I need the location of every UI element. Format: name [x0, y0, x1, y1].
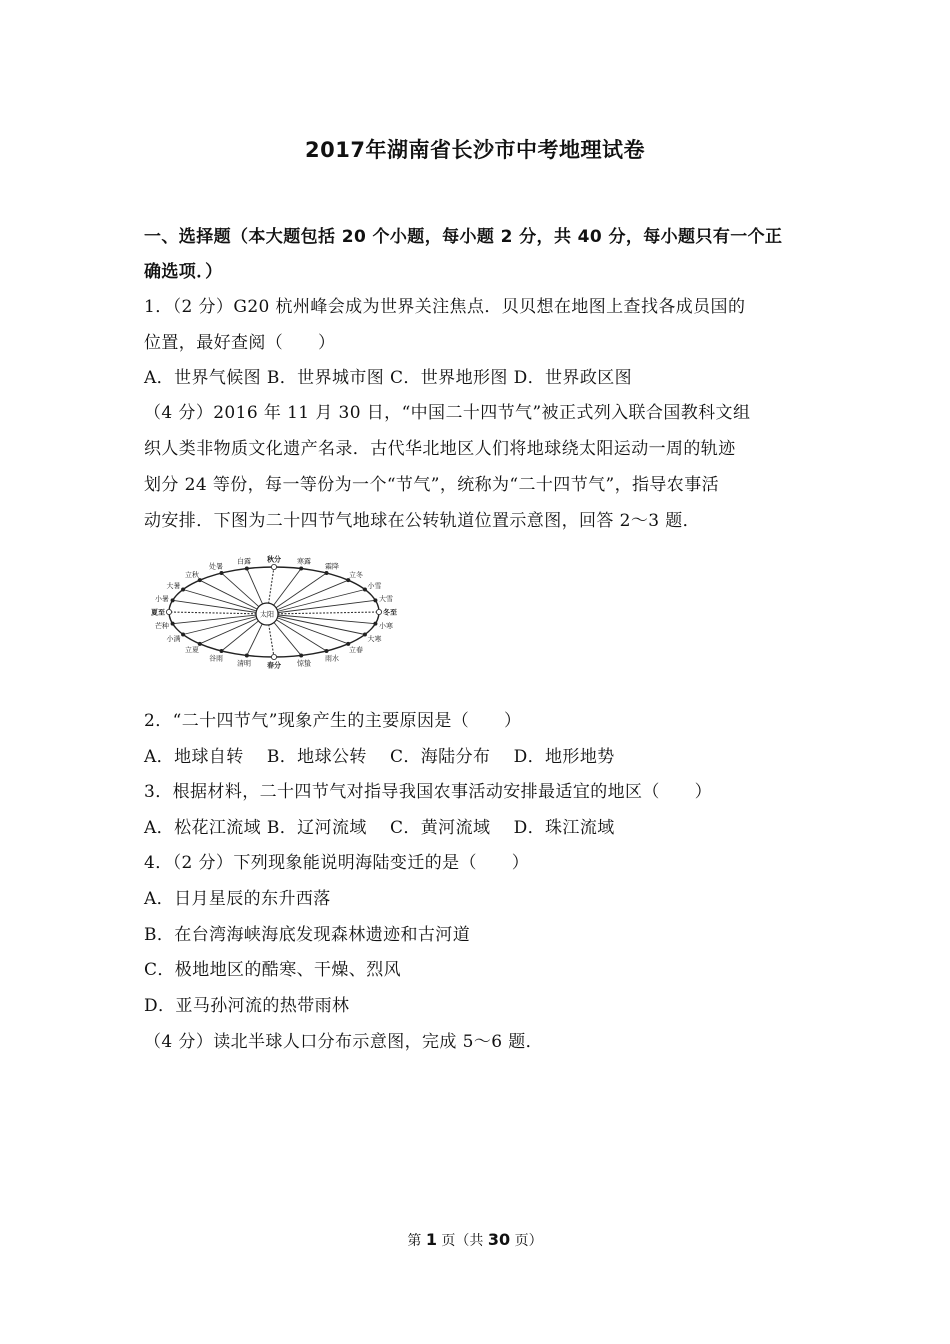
earth-position-marker	[220, 649, 223, 652]
solar-term-label: 惊蛰	[297, 659, 312, 668]
earth-position-marker	[363, 588, 366, 591]
solar-term-label: 谷雨	[209, 654, 223, 663]
earth-position-marker	[198, 579, 201, 582]
earth-position-marker	[300, 567, 303, 570]
footer-middle: 页（共	[436, 1233, 488, 1249]
page-title: 2017年湖南省长沙市中考地理试卷	[305, 138, 645, 162]
orbit-spoke	[173, 614, 267, 624]
solar-term-label: 小暑	[154, 594, 169, 603]
earth-position-marker	[198, 642, 201, 645]
earth-position-marker	[245, 567, 248, 570]
solar-term-label: 芒种	[154, 622, 169, 631]
solar-term-label: 春分	[267, 661, 281, 670]
earth-position-marker	[166, 609, 171, 614]
question-4-option-a: A．日月星辰的东升西落	[144, 889, 331, 909]
solar-term-label: 小满	[166, 635, 181, 643]
solar-terms-orbit-diagram	[144, 548, 406, 680]
footer-prefix: 第	[407, 1233, 426, 1249]
solar-term-label: 白露	[236, 557, 251, 566]
solar-term-label: 大雪	[379, 594, 394, 603]
earth-position-marker	[325, 571, 328, 574]
earth-position-marker	[271, 654, 276, 659]
earth-position-marker	[376, 609, 381, 614]
section-heading-line2: 确选项．）	[144, 262, 223, 282]
earth-position-marker	[181, 588, 184, 591]
sun-label: 太阳	[260, 610, 274, 619]
earth-position-marker	[374, 622, 377, 625]
page-footer	[0, 1230, 950, 1250]
orbit-spoke	[267, 614, 375, 624]
material-1-line2: 织人类非物质文化遗产名录．古代华北地区人们将地球绕太阳运动一周的轨迹	[144, 439, 736, 459]
material-2-line1: （4 分）读北半球人口分布示意图，完成 5～6 题．	[144, 1032, 544, 1052]
question-4-option-b: B．在台湾海峡海底发现森林遗迹和古河道	[144, 925, 471, 945]
material-1-line1: （4 分）2016 年 11 月 30 日，“中国二十四节气”被正式列入联合国教科文组	[144, 403, 751, 423]
earth-position-marker	[300, 654, 303, 657]
earth-position-marker	[363, 633, 366, 636]
solar-term-label: 大寒	[367, 635, 382, 643]
solar-term-label: 寒露	[297, 557, 312, 566]
question-3-options: A．松花江流域 B．辽河流域 C．黄河流域 D．珠江流域	[144, 818, 615, 838]
solar-term-label: 霜降	[325, 562, 339, 571]
earth-position-marker	[171, 622, 174, 625]
solar-term-label: 处暑	[209, 562, 223, 571]
earth-position-marker	[271, 564, 276, 569]
earth-position-marker	[347, 642, 350, 645]
solar-term-label: 小寒	[379, 622, 394, 631]
footer-suffix: 页）	[510, 1233, 543, 1249]
question-3-stem: 3．根据材料，二十四节气对指导我国农事活动安排最适宜的地区（ ）	[144, 782, 713, 802]
section-heading-line1: 一、选择题（本大题包括 20 个小题，每小题 2 分，共 40 分，每小题只有一个正	[144, 227, 783, 247]
question-2-options: A．地球自转 B．地球公转 C．海陆分布 D．地形地势	[144, 747, 615, 767]
solar-term-label: 立夏	[184, 645, 199, 654]
footer-page-number: 1	[425, 1230, 437, 1249]
question-1-stem-line1: 1．（2 分）G20 杭州峰会成为世界关注焦点．贝贝想在地图上查找各成员国的	[144, 297, 746, 317]
solar-term-label: 雨水	[325, 654, 339, 663]
earth-position-marker	[374, 599, 377, 602]
footer-total-pages: 30	[487, 1230, 511, 1249]
solar-term-label: 清明	[236, 659, 251, 668]
question-4-stem: 4．（2 分）下列现象能说明海陆变迁的是（ ）	[144, 853, 530, 873]
question-4-option-c: C．极地地区的酷寒、干燥、烈风	[144, 960, 402, 980]
solar-term-label: 立秋	[184, 571, 199, 580]
solar-term-label: 立春	[349, 645, 364, 654]
solar-term-label: 夏至	[151, 608, 165, 617]
material-1-line3: 划分 24 等份，每一等份为一个“节气”，统称为“二十四节气”，指导农事活	[144, 475, 720, 495]
solar-term-label: 冬至	[383, 608, 397, 617]
earth-position-marker	[171, 599, 174, 602]
solar-term-label: 大暑	[166, 582, 181, 590]
earth-position-marker	[325, 649, 328, 652]
solar-term-label: 小雪	[367, 582, 382, 590]
earth-position-marker	[347, 579, 350, 582]
question-1-options: A．世界气候图 B．世界城市图 C．世界地形图 D．世界政区图	[144, 368, 633, 388]
question-4-option-d: D．亚马孙河流的热带雨林	[144, 996, 350, 1016]
material-1-line4: 动安排．下图为二十四节气地球在公转轨道位置示意图，回答 2～3 题．	[144, 511, 701, 531]
solar-term-label: 立冬	[349, 571, 364, 580]
question-1-stem-line2: 位置，最好查阅（ ）	[144, 333, 336, 353]
earth-position-marker	[181, 633, 184, 636]
solar-term-label: 秋分	[267, 555, 281, 564]
earth-position-marker	[220, 571, 223, 574]
earth-position-marker	[245, 654, 248, 657]
question-2-stem: 2．“二十四节气”现象产生的主要原因是（ ）	[144, 711, 522, 731]
